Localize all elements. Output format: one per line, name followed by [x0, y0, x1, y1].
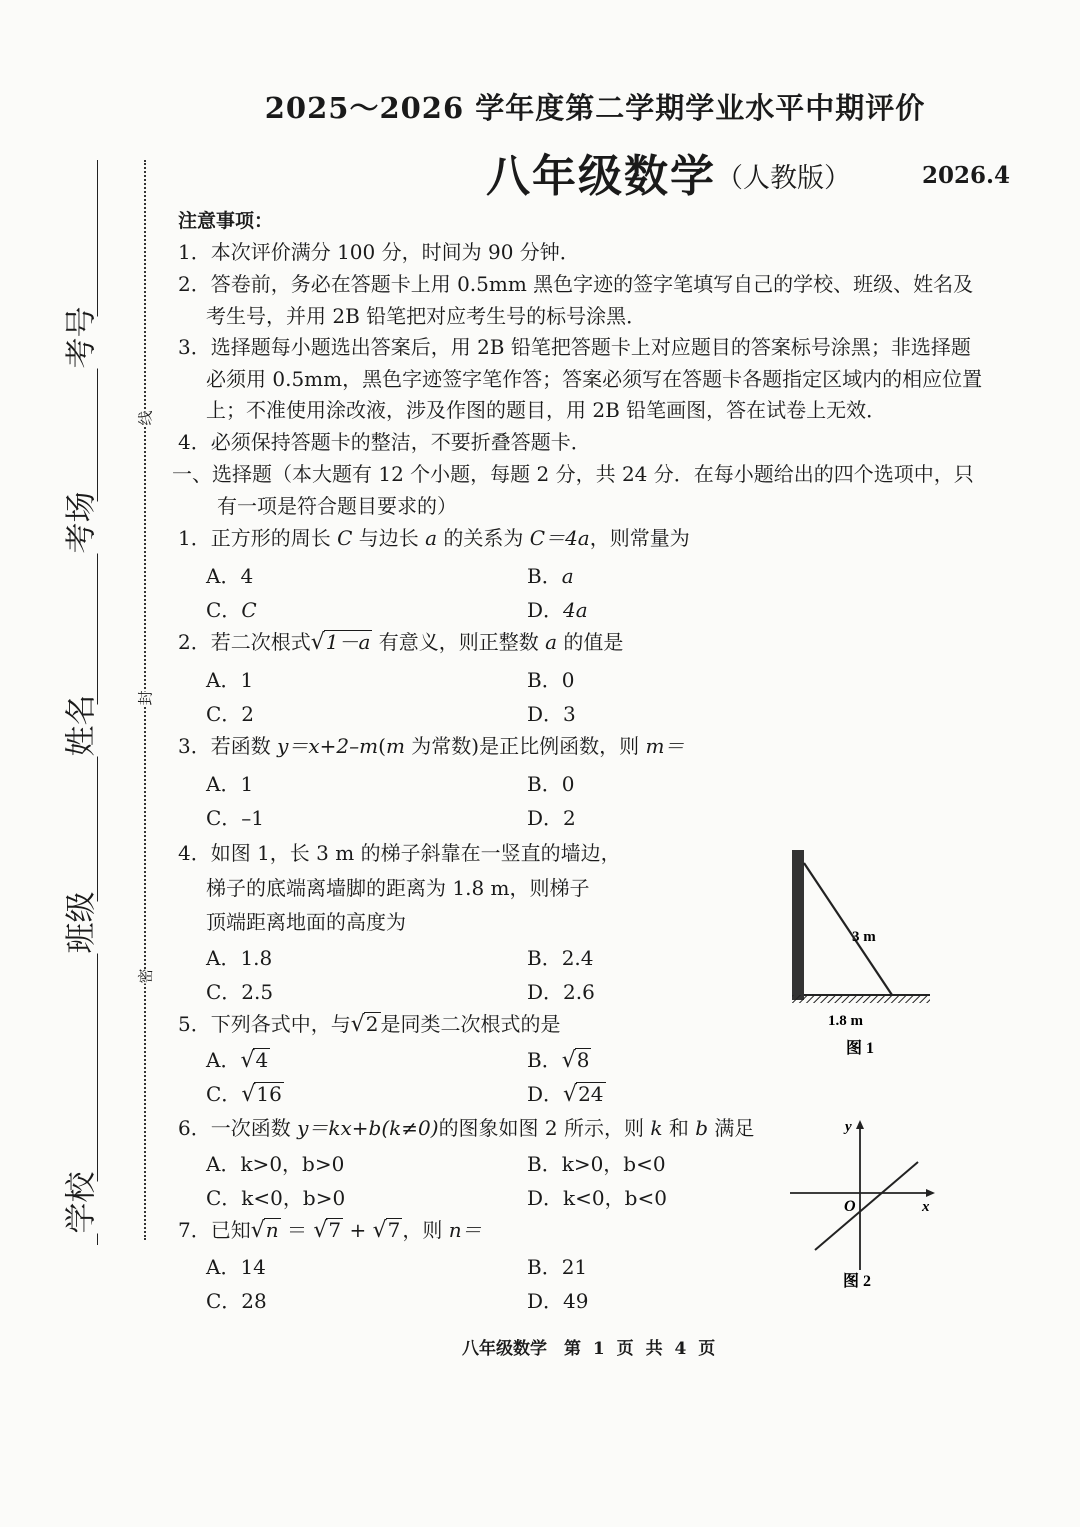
question-5-stem: 5．下列各式中，与√2 是同类二次根式的是	[178, 1012, 561, 1037]
edition-label: （人教版）	[716, 163, 851, 194]
x-axis-label: x	[922, 1199, 930, 1215]
figure-2-graph	[785, 1110, 945, 1295]
q3-option-b: B．0	[527, 772, 575, 796]
q3-option-c: C．–1	[206, 806, 265, 830]
q7-option-d: D．49	[527, 1289, 589, 1313]
q6-option-b: B．k>0，b<0	[527, 1152, 666, 1176]
q6-option-c: C．k<0，b>0	[206, 1186, 346, 1210]
x-axis-arrow	[926, 1189, 935, 1197]
q4-option-a: A．1.8	[206, 946, 273, 970]
notice-heading: 注意事项：	[178, 210, 274, 232]
q2-option-a: A．1	[206, 668, 254, 692]
q1-option-b: B．a	[527, 564, 574, 588]
q5-option-a: A．√4	[206, 1048, 269, 1073]
y-axis-arrow	[856, 1120, 864, 1129]
notice-item-2: 2．答卷前，务必在答题卡上用 0.5mm 黑色字迹的签字笔填写自己的学校、班级、姓名及	[178, 272, 974, 296]
name-label: 姓名	[56, 705, 101, 757]
class-label: 班级	[56, 902, 101, 954]
q3-option-d: D．2	[527, 806, 576, 830]
question-4-stem-1: 4．如图 1，长 3 m 的梯子斜靠在一竖直的墙边，	[178, 841, 621, 865]
question-6-stem: 6．一次函数 y＝kx+b(k≠0)的图象如图 2 所示，则 k 和 b 满足	[178, 1116, 755, 1140]
y-axis-label: y	[845, 1119, 852, 1135]
q1-option-d: D．4a	[527, 598, 588, 622]
figure-1-ladder	[780, 845, 940, 1065]
wall	[792, 850, 804, 1000]
q7-option-c: C．28	[206, 1289, 267, 1313]
question-7-stem: 7．已知√n ＝ √7 + √7 ，则 n＝	[178, 1218, 482, 1243]
notice-item-1: 1．本次评价满分 100 分，时间为 90 分钟．	[178, 240, 580, 264]
ladder-line	[804, 863, 892, 995]
section-heading: 一、选择题（本大题有 12 个小题，每题 2 分，共 24 分．在每小题给出的四个选项中，只	[172, 462, 974, 486]
exam-date: 2026.4	[922, 162, 1011, 189]
q4-option-b: B．2.4	[527, 946, 594, 970]
origin-label: O	[844, 1198, 856, 1215]
q6-option-a: A．k>0，b>0	[206, 1152, 345, 1176]
exam-room-label: 考场	[56, 502, 101, 554]
section-heading-cont: 有一项是符合题目要求的）	[217, 494, 457, 518]
seal-mark-secret: 密	[136, 968, 155, 984]
q4-option-c: C．2.5	[206, 980, 274, 1004]
question-4-stem-2: 梯子的底端离墙脚的距离为 1.8 m，则梯子	[206, 876, 590, 900]
figure-2-caption: 图 2	[843, 1273, 872, 1290]
question-3-stem: 3．若函数 y＝x+2–m(m 为常数)是正比例函数，则 m＝	[178, 734, 685, 758]
base-distance-label: 1.8 m	[828, 1013, 863, 1029]
q7-option-a: A．14	[206, 1255, 266, 1279]
figure-1-caption: 图 1	[846, 1040, 875, 1057]
q6-option-d: D．k<0，b<0	[527, 1186, 667, 1210]
page-footer: 八年级数学 第 1 页 共 4 页	[462, 1339, 716, 1359]
q1-option-a: A．4	[206, 564, 254, 588]
notice-item-3-cont2: 上；不准使用涂改液，涉及作图的题目，用 2B 铅笔画图，答在试卷上无效．	[206, 398, 887, 422]
school-label: 学校	[56, 1182, 101, 1234]
question-2-stem: 2．若二次根式√1－a 有意义，则正整数 a 的值是	[178, 630, 624, 655]
question-1-stem: 1．正方形的周长 C 与边长 a 的关系为 C＝4a，则常量为	[178, 526, 690, 550]
q4-option-d: D．2.6	[527, 980, 595, 1004]
q3-option-a: A．1	[206, 772, 254, 796]
notice-item-4: 4．必须保持答题卡的整洁，不要折叠答题卡．	[178, 430, 591, 454]
q5-option-b: B．√8	[527, 1048, 590, 1073]
q7-option-b: B．21	[527, 1255, 588, 1279]
ladder-length-label: 3 m	[852, 929, 876, 945]
function-line	[815, 1162, 918, 1250]
ground	[792, 995, 930, 1003]
seal-mark-seal: 封	[136, 690, 155, 706]
q5-option-c: C．√16	[206, 1082, 282, 1107]
notice-item-3-cont: 必须用 0.5mm，黑色字迹签字笔作答；答案必须写在答题卡各题指定区域内的相应位置	[206, 367, 983, 391]
q1-option-c: C．C	[206, 598, 257, 622]
q2-option-c: C．2	[206, 702, 255, 726]
seal-mark-line: 线	[136, 410, 155, 426]
q2-option-d: D．3	[527, 702, 576, 726]
subject-title: 八年级数学	[486, 151, 716, 202]
exam-title: 2025～2026 学年度第二学期学业水平中期评价	[264, 91, 926, 125]
exam-number-label: 考号	[56, 317, 101, 369]
notice-item-2-cont: 考生号，并用 2B 铅笔把对应考生号的标号涂黑．	[206, 304, 647, 328]
q5-option-d: D．√24	[527, 1082, 604, 1107]
question-4-stem-3: 顶端距离地面的高度为	[206, 910, 406, 934]
notice-item-3: 3．选择题每小题选出答案后，用 2B 铅笔把答题卡上对应题目的答案标号涂黑；非选择题	[178, 335, 971, 359]
q2-option-b: B．0	[527, 668, 575, 692]
